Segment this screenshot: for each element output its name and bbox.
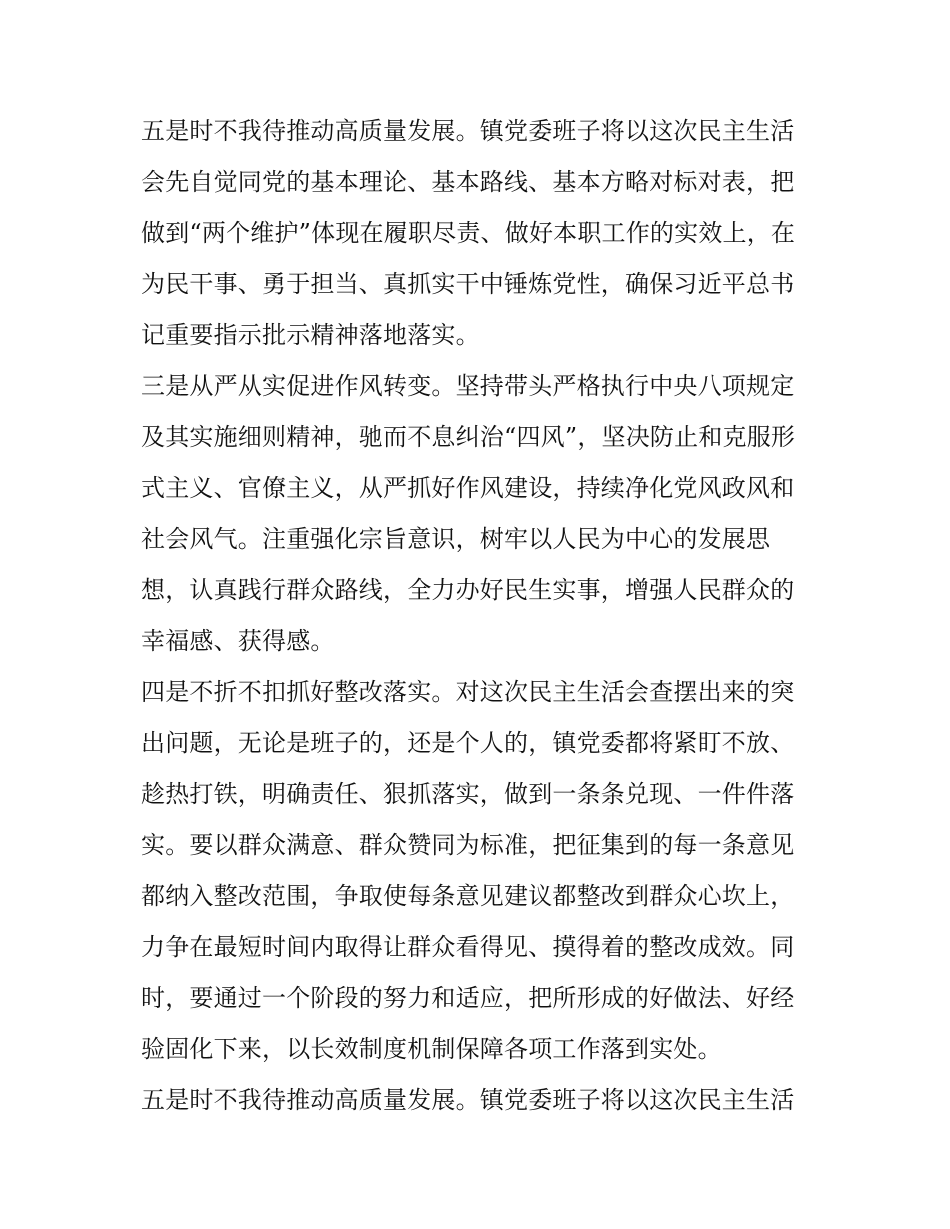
paragraph-line: 都纳入整改范围，争取使每条意见建议都整改到群众心坎上， — [141, 882, 795, 910]
paragraph-line: 记重要指示批示精神落地落实。 — [141, 321, 480, 349]
paragraph-line: 做到“两个维护”体现在履职尽责、做好本职工作的实效上，在 — [141, 219, 796, 247]
paragraph-line: 三是从严从实促进作风转变。坚持带头严格执行中央八项规定 — [141, 372, 795, 400]
paragraph-line: 会先自觉同党的基本理论、基本路线、基本方略对标对表，把 — [141, 168, 795, 196]
paragraph-line: 社会风气。注重强化宗旨意识，树牢以人民为中心的发展思 — [141, 525, 771, 553]
paragraph-1 — [141, 106, 813, 361]
paragraph-line: 五是时不我待推动高质量发展。镇党委班子将以这次民主生活 — [141, 1086, 795, 1114]
paragraph-line: 验固化下来，以长效制度机制保障各项工作落到实处。 — [141, 1035, 722, 1063]
paragraph-line: 时，要通过一个阶段的努力和适应，把所形成的好做法、好经 — [141, 984, 795, 1012]
document-body — [141, 106, 813, 1126]
paragraph-line: 为民干事、勇于担当、真抓实干中锤炼党性，确保习近平总书 — [141, 270, 795, 298]
paragraph-line: 想，认真践行群众路线，全力办好民生实事，增强人民群众的 — [141, 576, 795, 604]
paragraph-line: 实。要以群众满意、群众赞同为标准，把征集到的每一条意见 — [141, 831, 795, 859]
paragraph-line: 趁热打铁，明确责任、狠抓落实，做到一条条兑现、一件件落 — [141, 780, 795, 808]
paragraph-line: 力争在最短时间内取得让群众看得见、摸得着的整改成效。同 — [141, 933, 795, 961]
paragraph-line: 出问题，无论是班子的，还是个人的，镇党委都将紧盯不放、 — [141, 729, 795, 757]
paragraph-line: 式主义、官僚主义，从严抓好作风建设，持续净化党风政风和 — [141, 474, 795, 502]
paragraph-line: 四是不折不扣抓好整改落实。对这次民主生活会查摆出来的突 — [141, 678, 795, 706]
paragraph-line: 五是时不我待推动高质量发展。镇党委班子将以这次民主生活 — [141, 117, 795, 145]
paragraph-3 — [141, 667, 813, 1075]
paragraph-line: 及其实施细则精神，驰而不息纠治“四风”，坚决防止和克服形 — [141, 423, 796, 451]
paragraph-2 — [141, 361, 813, 667]
paragraph-line: 幸福感、获得感。 — [141, 627, 335, 655]
paragraph-4 — [141, 1075, 813, 1126]
